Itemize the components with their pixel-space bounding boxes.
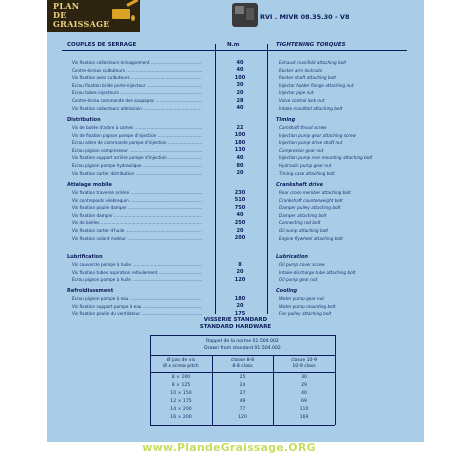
hardware-class-88: 27: [239, 391, 246, 396]
torque-value: 20: [236, 303, 244, 310]
hardware-class-88: 24: [239, 383, 246, 388]
col-class-88-en: 8-8 class: [232, 364, 253, 369]
torque-label-en: Valve control lock nut: [279, 98, 325, 103]
torque-label-fr: Vis fixation tubes aspiration refoulement .....: [72, 270, 202, 275]
hardware-class-109: 110: [299, 407, 309, 412]
torque-label-fr: Vis fixation carter distribution .....: [72, 171, 202, 176]
torque-value: 80: [236, 162, 244, 169]
lubrication-sheet: [47, 0, 424, 458]
torque-label-fr: Écrou tubes injecteurs .....: [72, 90, 202, 95]
oil-drop-icon: [131, 15, 135, 21]
column-divider: [215, 44, 216, 314]
header-divider: [62, 50, 407, 51]
torque-value: 30: [236, 82, 244, 89]
column-divider: [267, 44, 268, 314]
oil-can-spout-icon: [126, 0, 138, 7]
torque-value: 28: [236, 97, 244, 104]
rappel-en: Drawn from standard 01.504.002: [204, 346, 281, 351]
torque-label-fr: Vis fixation damper .....: [72, 213, 202, 218]
torque-label-fr: Vis de butée d'arbre à cames .....: [72, 125, 202, 130]
torque-value: 750: [234, 204, 246, 211]
torque-label-fr: Vis couvercle pompe à huile .....: [72, 262, 202, 267]
col-diameter-en: Ø x screw pitch: [163, 364, 199, 369]
torque-label-fr: Contre-écrous culbuteurs .....: [72, 68, 202, 73]
hardware-class-109: 169: [299, 415, 309, 420]
hardware-diameter: 12 × 175: [170, 399, 192, 404]
torque-label-en: Oil sump attaching bolt: [279, 228, 329, 233]
torque-value: 8: [238, 261, 242, 268]
header-couples: COUPLES DE SERRAGE: [67, 42, 137, 48]
col-class-109-fr: classe 10-9: [290, 358, 318, 363]
engine-icon: [232, 3, 258, 27]
torque-value: 510: [234, 197, 246, 204]
torque-label-fr: Vis fixation poulie du ventilateur .....: [72, 311, 202, 316]
logo-line-3: GRAISSAGE: [53, 19, 110, 29]
torque-label-en: Intake-discharge tube attaching bolt: [279, 269, 356, 275]
section-title-en: Crankshaft drive: [276, 181, 324, 188]
torque-label-en: Compressor gear nut: [279, 147, 324, 153]
model-title: RVI . MIVR 08.35.30 - V8: [260, 13, 350, 21]
torque-label-en: Rear cross-member attaching bolt: [279, 190, 351, 195]
torque-value: 175: [234, 310, 246, 317]
torque-label-en: Timing case attaching bolt: [279, 170, 335, 176]
torque-label-en: Hydraulic pump gear nut: [279, 163, 332, 168]
torque-label-fr: Écrou fixation bride porte-injecteur .....: [72, 83, 202, 88]
torque-label-fr: Écrou pignon pompe hydraulique .....: [72, 163, 202, 168]
torque-label-fr: Vis fixation support pompe à eau .....: [72, 304, 202, 309]
hardware-diameter: 8 × 100: [171, 375, 191, 380]
torque-value: 40: [236, 59, 244, 66]
torque-label-fr: Vis fixation axes culbuteurs .....: [72, 75, 202, 80]
torque-label-en: Intake manifold attaching bolt: [279, 105, 343, 111]
section-title-fr: Lubrification: [67, 253, 103, 260]
col-class-88-fr: classe 8-8: [230, 358, 255, 363]
rappel-fr: Rappel de la norme 01.504.002: [206, 339, 279, 344]
torque-label-fr: Vis fixation collecteurs échappement .....: [72, 60, 202, 65]
torque-label-en: Rocker arm locknuts: [279, 67, 323, 73]
torque-label-fr: Vis fixation volant moteur .....: [72, 236, 202, 241]
torque-label-en: Rocker shaft attaching bolt: [279, 75, 336, 81]
oil-can-icon: [112, 9, 130, 19]
section-title-en: Lubrication: [276, 253, 308, 260]
hardware-class-88: 49: [239, 399, 246, 404]
torque-value: 120: [234, 276, 246, 283]
torque-label-en: Exhaust manifold attaching bolt: [279, 60, 347, 65]
section-title-fr: Distribution: [67, 116, 101, 123]
hardware-class-88: 120: [238, 415, 247, 420]
torque-value: 230: [234, 189, 246, 196]
logo: [47, 0, 140, 32]
torque-value: 20: [236, 227, 244, 234]
torque-label-fr: Vis fixation support arrière pompe d'injection .....: [72, 155, 202, 160]
torque-label-en: Water pump gear nut: [279, 296, 324, 301]
torque-label-en: Injector pipe nut: [279, 90, 314, 96]
hardware-diameter: 16 × 200: [170, 415, 192, 420]
torque-value: 20: [236, 89, 244, 96]
visserie-title-en: STANDARD HARDWARE: [199, 324, 272, 330]
torque-label-en: Injector holder flange attaching nut: [279, 82, 354, 88]
torque-value: 180: [234, 295, 246, 302]
torque-label-en: Connecting rod bolt: [279, 220, 321, 226]
torque-label-fr: Vis fixation carter d'huile .....: [72, 228, 202, 233]
torque-label-fr: Vis contrepoids vilebrequin .....: [72, 198, 202, 203]
hardware-class-88: 77: [239, 407, 246, 412]
hardware-diameter: 14 × 200: [170, 407, 192, 412]
hardware-diameter: 10 × 150: [170, 391, 192, 396]
torque-label-fr: Contre-écrou commande des soupapes .....: [72, 98, 202, 103]
torque-label-fr: Écrou pignon pompe à eau .....: [72, 296, 202, 301]
section-title-en: Cooling: [276, 287, 298, 294]
watermark: www.PlandeGraissage.ORG: [142, 441, 316, 454]
torque-label-fr: Vis fixation collecteurs admission .....: [72, 106, 202, 111]
hardware-class-109: 29: [301, 383, 307, 388]
col-class-109-en: 10-9 class: [292, 364, 316, 369]
torque-value: 200: [234, 235, 246, 242]
torque-label-fr: Vis fixation poulie damper .....: [72, 205, 202, 210]
torque-label-en: Oil pump cover screw: [279, 262, 325, 267]
visserie-title-fr: VISSERIE STANDARD: [203, 317, 268, 323]
hardware-class-109: 30: [301, 375, 307, 380]
hardware-class-109: 69: [301, 399, 307, 404]
torque-label-en: Damper pulley attaching bolt: [279, 205, 341, 211]
torque-value: 250: [234, 219, 246, 226]
torque-label-fr: Vis de fixation pignon pompe d'injection .....: [72, 133, 202, 138]
torque-label-fr: Vis de bielles .....: [72, 220, 202, 225]
logo-line-2: DE: [53, 10, 67, 20]
torque-label-fr: Vis fixation traverse arrière .....: [72, 190, 202, 195]
torque-value: 40: [236, 105, 244, 112]
torque-label-en: Water pump mounting bolt: [279, 303, 336, 309]
hardware-diameter: 8 × 125: [171, 383, 191, 388]
hardware-class-88: 25: [239, 375, 246, 380]
torque-value: 20: [236, 170, 244, 177]
hardware-class-109: 40: [301, 391, 307, 396]
torque-value: 40: [236, 212, 244, 219]
torque-label-en: Engine flywheel attaching bolt: [279, 235, 343, 241]
section-title-fr: Attelage mobile: [67, 181, 112, 188]
col-diameter-fr: Ø pas de vis: [166, 358, 196, 363]
torque-label-en: Fan pulley attaching bolt: [279, 311, 332, 317]
torque-value: 100: [234, 132, 246, 139]
section-title-en: Timing: [276, 116, 296, 123]
torque-label-en: Crankshaft counterweight bolt: [279, 197, 343, 203]
header-nm: N.m: [227, 42, 240, 48]
torque-label-fr: Écrou arbre de commande pompe d'injection .....: [72, 140, 202, 145]
torque-label-fr: Écrou pignon pompe à huile .....: [72, 277, 202, 282]
torque-label-en: Camshaft thrust screw: [279, 125, 327, 130]
torque-label-en: Oil pump gear nut: [279, 277, 318, 283]
logo-line-1: PLAN: [53, 1, 80, 11]
torque-label-en: Damper attaching bolt: [279, 212, 327, 218]
torque-value: 130: [234, 147, 246, 154]
torque-value: 20: [236, 269, 244, 276]
torque-value: 22: [236, 124, 244, 131]
section-title-fr: Refroidissement: [67, 287, 114, 294]
torque-label-en: Injection pump drive shaft nut: [279, 140, 343, 146]
torque-value: 180: [234, 139, 246, 146]
torque-label-fr: Écrou pignon compresseur .....: [72, 148, 202, 153]
torque-value: 100: [234, 74, 246, 81]
header-tightening: TIGHTENING TORQUES: [276, 42, 346, 48]
torque-label-en: Injection pump gear attaching screw: [279, 132, 356, 138]
torque-value: 40: [236, 67, 244, 74]
torque-value: 40: [236, 154, 244, 161]
torque-label-en: Injection pump rear mounting attaching bolt: [279, 155, 373, 161]
